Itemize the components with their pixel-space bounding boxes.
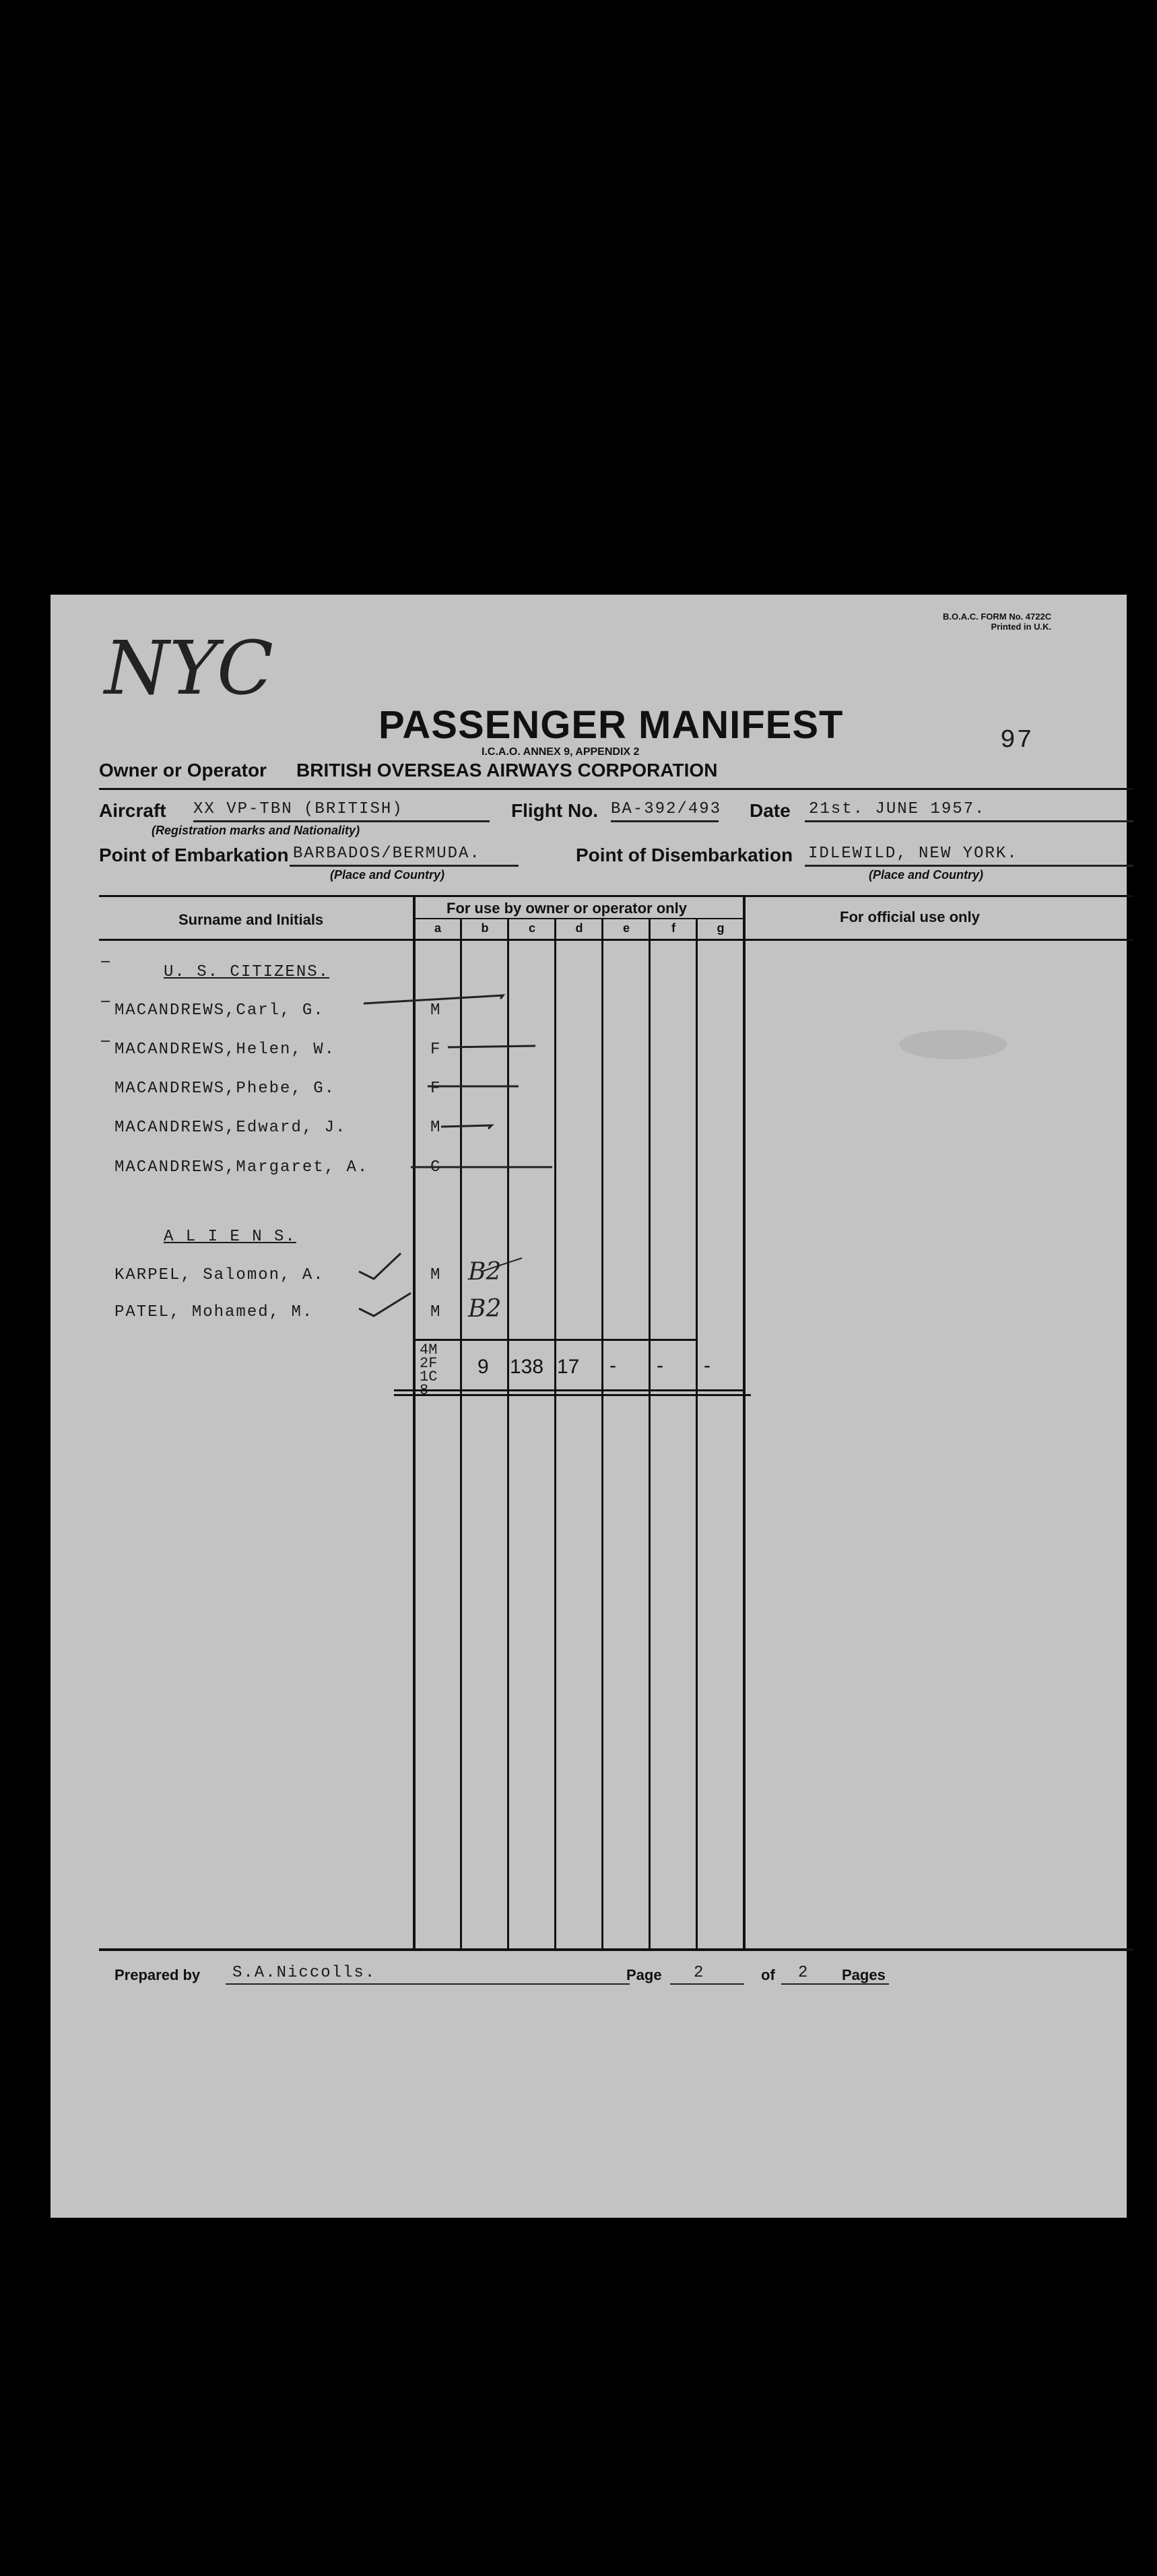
total-c: 138 — [510, 1356, 544, 1378]
disembark-label: Point of Disembarkation — [576, 845, 793, 865]
passenger-visa: B2 — [468, 1258, 502, 1286]
prepared-value: S.A.Niccolls. — [232, 1964, 376, 1982]
col-official-header: For official use only — [840, 909, 980, 925]
disembark-value: IDLEWILD, NEW YORK. — [808, 845, 1018, 863]
prepared-fill-line — [226, 1983, 630, 1985]
total-d: 17 — [557, 1356, 580, 1378]
passenger-name: MACANDREWS,Helen, W. — [114, 1041, 336, 1059]
aircraft-note: (Registration marks and Nationality) — [152, 824, 360, 837]
total-b: 9 — [477, 1356, 489, 1378]
owner-value: BRITISH OVERSEAS AIRWAYS CORPORATION — [296, 760, 718, 781]
page-stamp: 97 — [1000, 726, 1034, 755]
date-value: 21st. JUNE 1957. — [809, 800, 986, 818]
group-us-citizens: U. S. CITIZENS. — [164, 963, 330, 981]
passenger-name: PATEL, Mohamed, M. — [114, 1303, 314, 1321]
passenger-name: MACANDREWS,Phebe, G. — [114, 1080, 336, 1098]
flight-label: Flight No. — [511, 800, 599, 821]
passenger-sex: M — [430, 1119, 442, 1137]
prepared-label: Prepared by — [114, 1967, 201, 1983]
disembark-note: (Place and Country) — [869, 868, 984, 882]
page-fill-line — [670, 1983, 744, 1985]
pages-label: Pages — [842, 1967, 886, 1983]
totals-top-line — [413, 1339, 696, 1341]
total-e: - — [609, 1354, 616, 1377]
passenger-name: MACANDREWS,Margaret, A. — [114, 1158, 369, 1177]
page-title: PASSENGER MANIFEST — [378, 703, 844, 747]
passenger-name: MACANDREWS,Carl, G. — [114, 1001, 325, 1020]
subcol-g: g — [717, 921, 725, 935]
page-subtitle: I.C.A.O. ANNEX 9, APPENDIX 2 — [482, 746, 640, 758]
embark-label: Point of Embarkation — [99, 845, 289, 865]
passenger-name: MACANDREWS,Edward, J. — [114, 1119, 347, 1137]
owner-label: Owner or Operator — [99, 760, 267, 781]
printed-in-text: Printed in U.K. — [991, 622, 1052, 632]
total-f: - — [657, 1354, 663, 1377]
divider-table-bottom — [99, 1948, 1133, 1951]
manifest-paper — [51, 595, 1127, 2218]
totals-bottom-line-2 — [394, 1394, 751, 1396]
of-value: 2 — [798, 1964, 809, 1982]
page-label: Page — [626, 1967, 662, 1983]
page-value: 2 — [694, 1964, 705, 1982]
col-surname-header: Surname and Initials — [178, 911, 324, 928]
embark-note: (Place and Country) — [330, 868, 445, 882]
subcol-c: c — [528, 921, 535, 935]
form-number-text: B.O.A.C. FORM No. 4722C — [943, 612, 1052, 622]
passenger-visa: B2 — [468, 1295, 502, 1323]
total-female: 2F — [420, 1355, 438, 1372]
subcol-f: f — [671, 921, 675, 935]
handwritten-ticks — [51, 595, 1127, 2218]
embark-value: BARBADOS/BERMUDA. — [293, 845, 481, 863]
total-child: 1C — [420, 1368, 438, 1385]
passenger-name: KARPEL, Salomon, A. — [114, 1266, 325, 1284]
totals-bottom-line-1 — [394, 1389, 744, 1391]
subcol-d: d — [575, 921, 583, 935]
passenger-sex: M — [430, 1266, 442, 1284]
flight-value: BA-392/493 — [611, 800, 722, 818]
passenger-sex: M — [430, 1303, 442, 1321]
subcol-b: b — [481, 921, 489, 935]
group-aliens: A L I E N S. — [164, 1228, 296, 1246]
aircraft-label: Aircraft — [99, 800, 166, 821]
aircraft-value: XX VP-TBN (BRITISH) — [193, 800, 403, 818]
of-label: of — [761, 1967, 775, 1983]
handwritten-nyc: NYC — [104, 625, 274, 711]
passenger-sex: C — [430, 1158, 442, 1177]
passenger-sex: F — [430, 1041, 442, 1059]
col-owner-use-header: For use by owner or operator only — [447, 900, 687, 917]
subcol-e: e — [622, 921, 630, 935]
passenger-sex: M — [430, 1001, 442, 1020]
date-label: Date — [750, 800, 791, 821]
passenger-sex: F — [430, 1080, 442, 1098]
subcol-a: a — [434, 921, 441, 935]
total-g: - — [704, 1354, 710, 1377]
total-male: 4M — [420, 1342, 438, 1358]
